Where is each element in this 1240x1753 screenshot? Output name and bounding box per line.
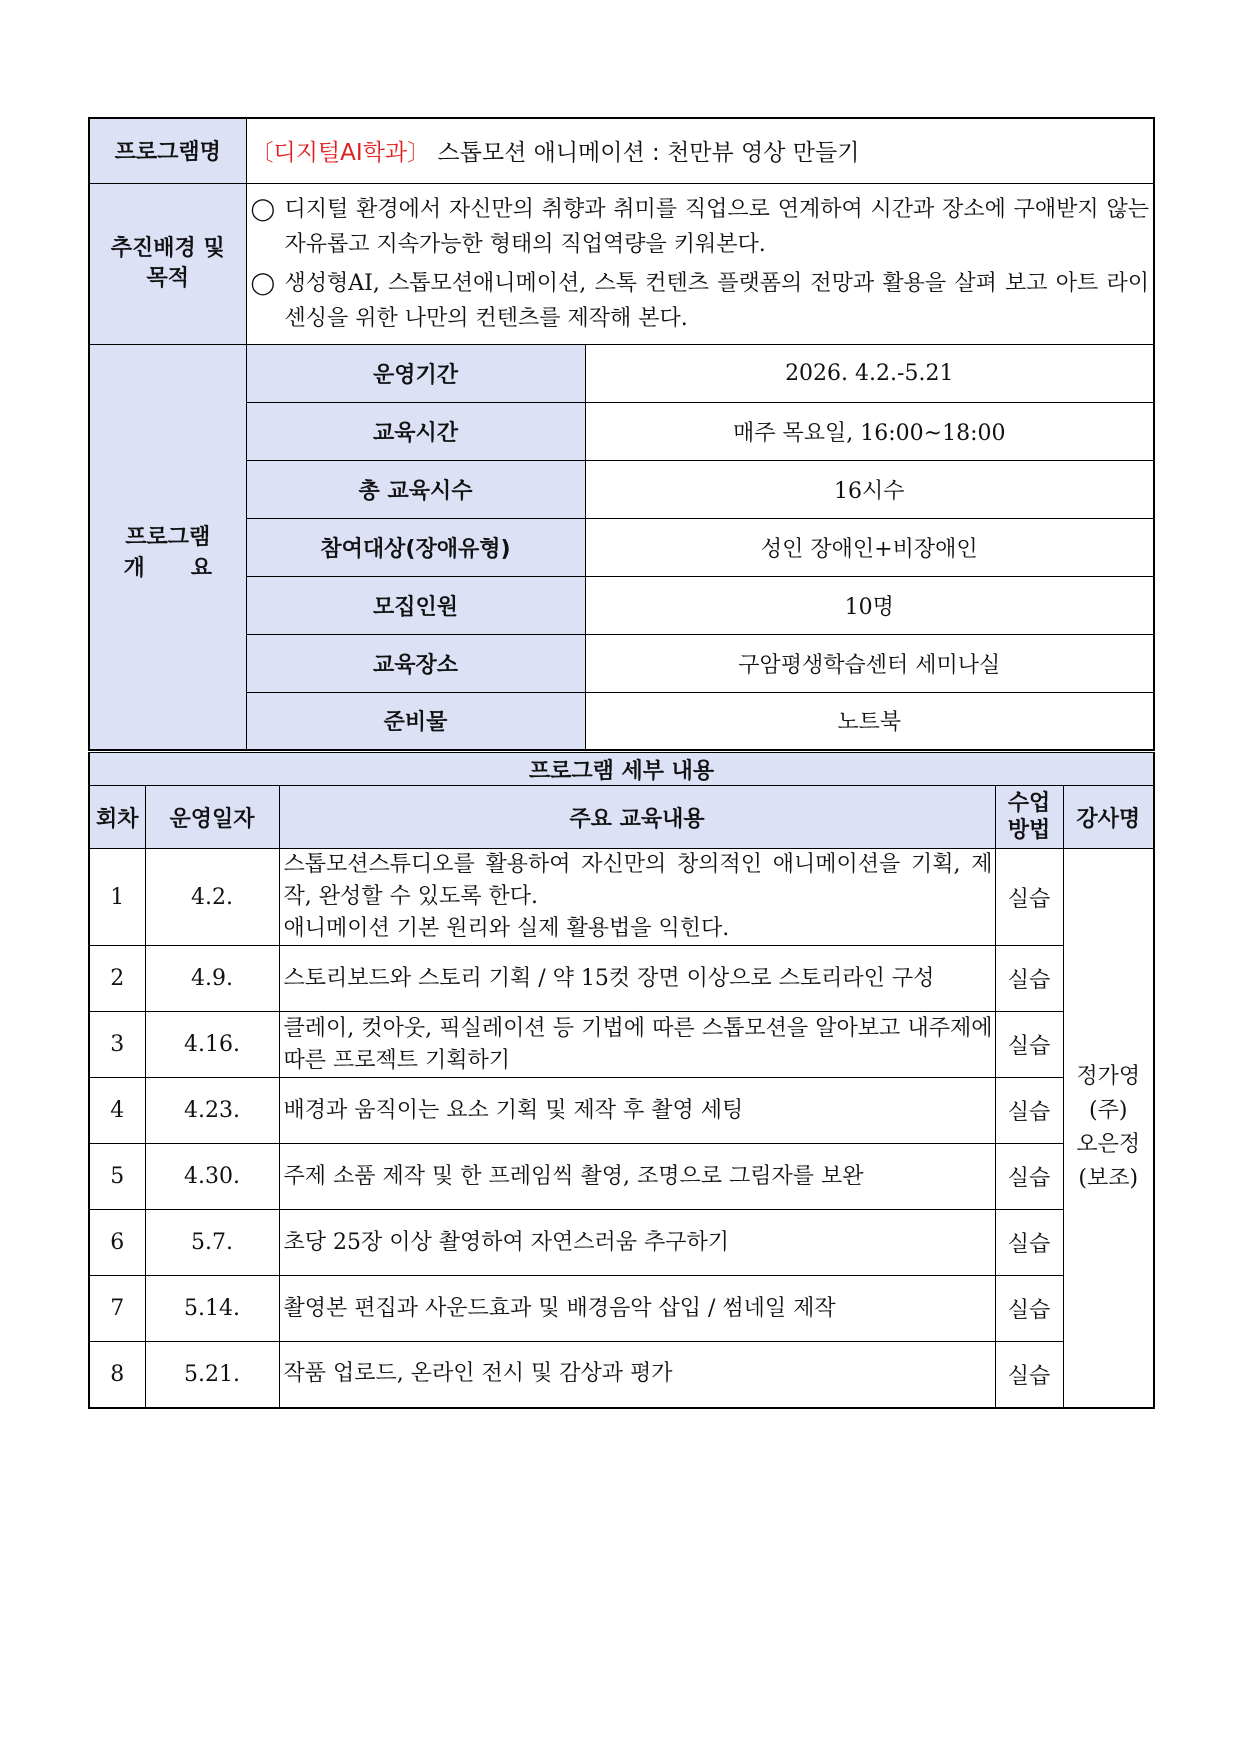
session-number: 3: [89, 1012, 145, 1078]
session-content: 주제 소품 제작 및 한 프레임씩 촬영, 조명으로 그림자를 보완: [279, 1144, 995, 1210]
overview-row-value: 구암평생학습센터 세미나실: [585, 634, 1154, 692]
overview-row-value: 매주 목요일, 16:00~18:00: [585, 402, 1154, 460]
session-method: 실습: [995, 1342, 1063, 1408]
session-date: 5.14.: [145, 1276, 279, 1342]
overview-row-label: 교육장소: [246, 634, 585, 692]
assistant-role: (보조): [1078, 1165, 1139, 1191]
header-session: 회차: [89, 786, 145, 849]
overview-row-value: 노트북: [585, 692, 1154, 750]
session-number: 1: [89, 849, 145, 946]
session-method: 실습: [995, 1276, 1063, 1342]
session-method: 실습: [995, 1210, 1063, 1276]
assistant-name: 오은정: [1076, 1131, 1141, 1157]
table-row: [89, 1144, 1154, 1210]
session-content: 스토리보드와 스토리 기획 / 약 15컷 장면 이상으로 스토리라인 구성: [279, 946, 995, 1012]
purpose-item-text: 생성형AI, 스톱모션애니메이션, 스톡 컨텐츠 플랫폼의 전망과 활용을 살펴 보고 아트 라이센싱을 위한 나만의 컨텐츠를 제작해 본다.: [284, 270, 1149, 331]
purpose-label-line2: 목적: [146, 265, 189, 291]
table-row: [89, 1276, 1154, 1342]
overview-row-label: 운영기간: [246, 344, 585, 402]
program-name-label: 프로그램명: [89, 118, 246, 183]
overview-row-label: 준비물: [246, 692, 585, 750]
table-row: [89, 1012, 1154, 1078]
session-number: 4: [89, 1078, 145, 1144]
session-number: 2: [89, 946, 145, 1012]
session-date: 4.30.: [145, 1144, 279, 1210]
table-row: [89, 1342, 1154, 1408]
overview-row-value: 10명: [585, 576, 1154, 634]
session-number: 5: [89, 1144, 145, 1210]
header-content: 주요 교육내용: [279, 786, 995, 849]
header-instructor: 강사명: [1063, 786, 1154, 849]
overview-label: [89, 344, 246, 750]
purpose-label-line1: 추진배경 및: [110, 235, 225, 261]
session-number: 7: [89, 1276, 145, 1342]
overview-row-label: 모집인원: [246, 576, 585, 634]
instructor-cell: [1063, 849, 1154, 1408]
session-content-text-2: 애니메이션 기본 원리와 실제 활용법을 익힌다.: [283, 916, 730, 941]
session-content-text: 스톱모션스튜디오를 활용하여 자신만의 창의적인 애니메이션을 기획, 제작, 완성할 수 있도록 한다.: [283, 852, 993, 909]
header-method-line2: 방법: [1007, 818, 1051, 843]
circle-bullet-icon: ◯: [250, 196, 276, 222]
schedule-section-title: 프로그램 세부 내용: [89, 753, 1154, 786]
overview-label-line2: 개 요: [123, 555, 212, 581]
session-date: 4.2.: [145, 849, 279, 946]
overview-row-label: 참여대상(장애유형): [246, 518, 585, 576]
session-date: 5.21.: [145, 1342, 279, 1408]
schedule-table: [88, 752, 1155, 1409]
session-content: 작품 업로드, 온라인 전시 및 감상과 평가: [279, 1342, 995, 1408]
instructor-name: 정가영: [1076, 1063, 1141, 1089]
session-method: 실습: [995, 1012, 1063, 1078]
session-content: 배경과 움직이는 요소 기획 및 제작 후 촬영 세팅: [279, 1078, 995, 1144]
session-method: 실습: [995, 1078, 1063, 1144]
session-date: 4.16.: [145, 1012, 279, 1078]
header-method-line1: 수업: [1007, 791, 1051, 816]
session-method: 실습: [995, 946, 1063, 1012]
header-method: [995, 786, 1063, 849]
session-method: 실습: [995, 849, 1063, 946]
program-title: [246, 118, 1154, 183]
purpose-item: [247, 264, 1154, 338]
session-content: 촬영본 편집과 사운드효과 및 배경음악 삽입 / 썸네일 제작: [279, 1276, 995, 1342]
purpose-content: [246, 183, 1154, 344]
overview-row-label: 교육시간: [246, 402, 585, 460]
session-content: [279, 849, 995, 946]
circle-bullet-icon: ◯: [250, 270, 276, 296]
program-title-text: 스톱모션 애니메이션 : 천만뷰 영상 만들기: [430, 140, 860, 167]
purpose-item-text: 디지털 환경에서 자신만의 취향과 취미를 직업으로 연계하여 시간과 장소에 구애받지 않는 자유롭고 지속가능한 형태의 직업역량을 키워본다.: [284, 196, 1149, 257]
purpose-item: [247, 190, 1154, 264]
table-row: [89, 1210, 1154, 1276]
overview-row-value: 2026. 4.2.-5.21: [585, 344, 1154, 402]
table-row: [89, 1078, 1154, 1144]
session-number: 8: [89, 1342, 145, 1408]
session-date: 4.9.: [145, 946, 279, 1012]
header-date: 운영일자: [145, 786, 279, 849]
session-date: 4.23.: [145, 1078, 279, 1144]
table-row: [89, 946, 1154, 1012]
purpose-label: [89, 183, 246, 344]
program-info-table: [88, 117, 1155, 751]
session-number: 6: [89, 1210, 145, 1276]
program-title-tag: 〔디지털AI학과〕: [250, 140, 431, 167]
session-content: 초당 25장 이상 촬영하여 자연스러움 추구하기: [279, 1210, 995, 1276]
overview-row-label: 총 교육시수: [246, 460, 585, 518]
session-date: 5.7.: [145, 1210, 279, 1276]
session-content: 클레이, 컷아웃, 픽실레이션 등 기법에 따른 스톱모션을 알아보고 내주제에 따른 프로젝트 기획하기: [279, 1012, 995, 1078]
table-row: [89, 849, 1154, 946]
overview-row-value: 성인 장애인+비장애인: [585, 518, 1154, 576]
overview-label-line1: 프로그램: [125, 524, 211, 550]
session-method: 실습: [995, 1144, 1063, 1210]
overview-row-value: 16시수: [585, 460, 1154, 518]
instructor-company: (주): [1089, 1097, 1128, 1123]
